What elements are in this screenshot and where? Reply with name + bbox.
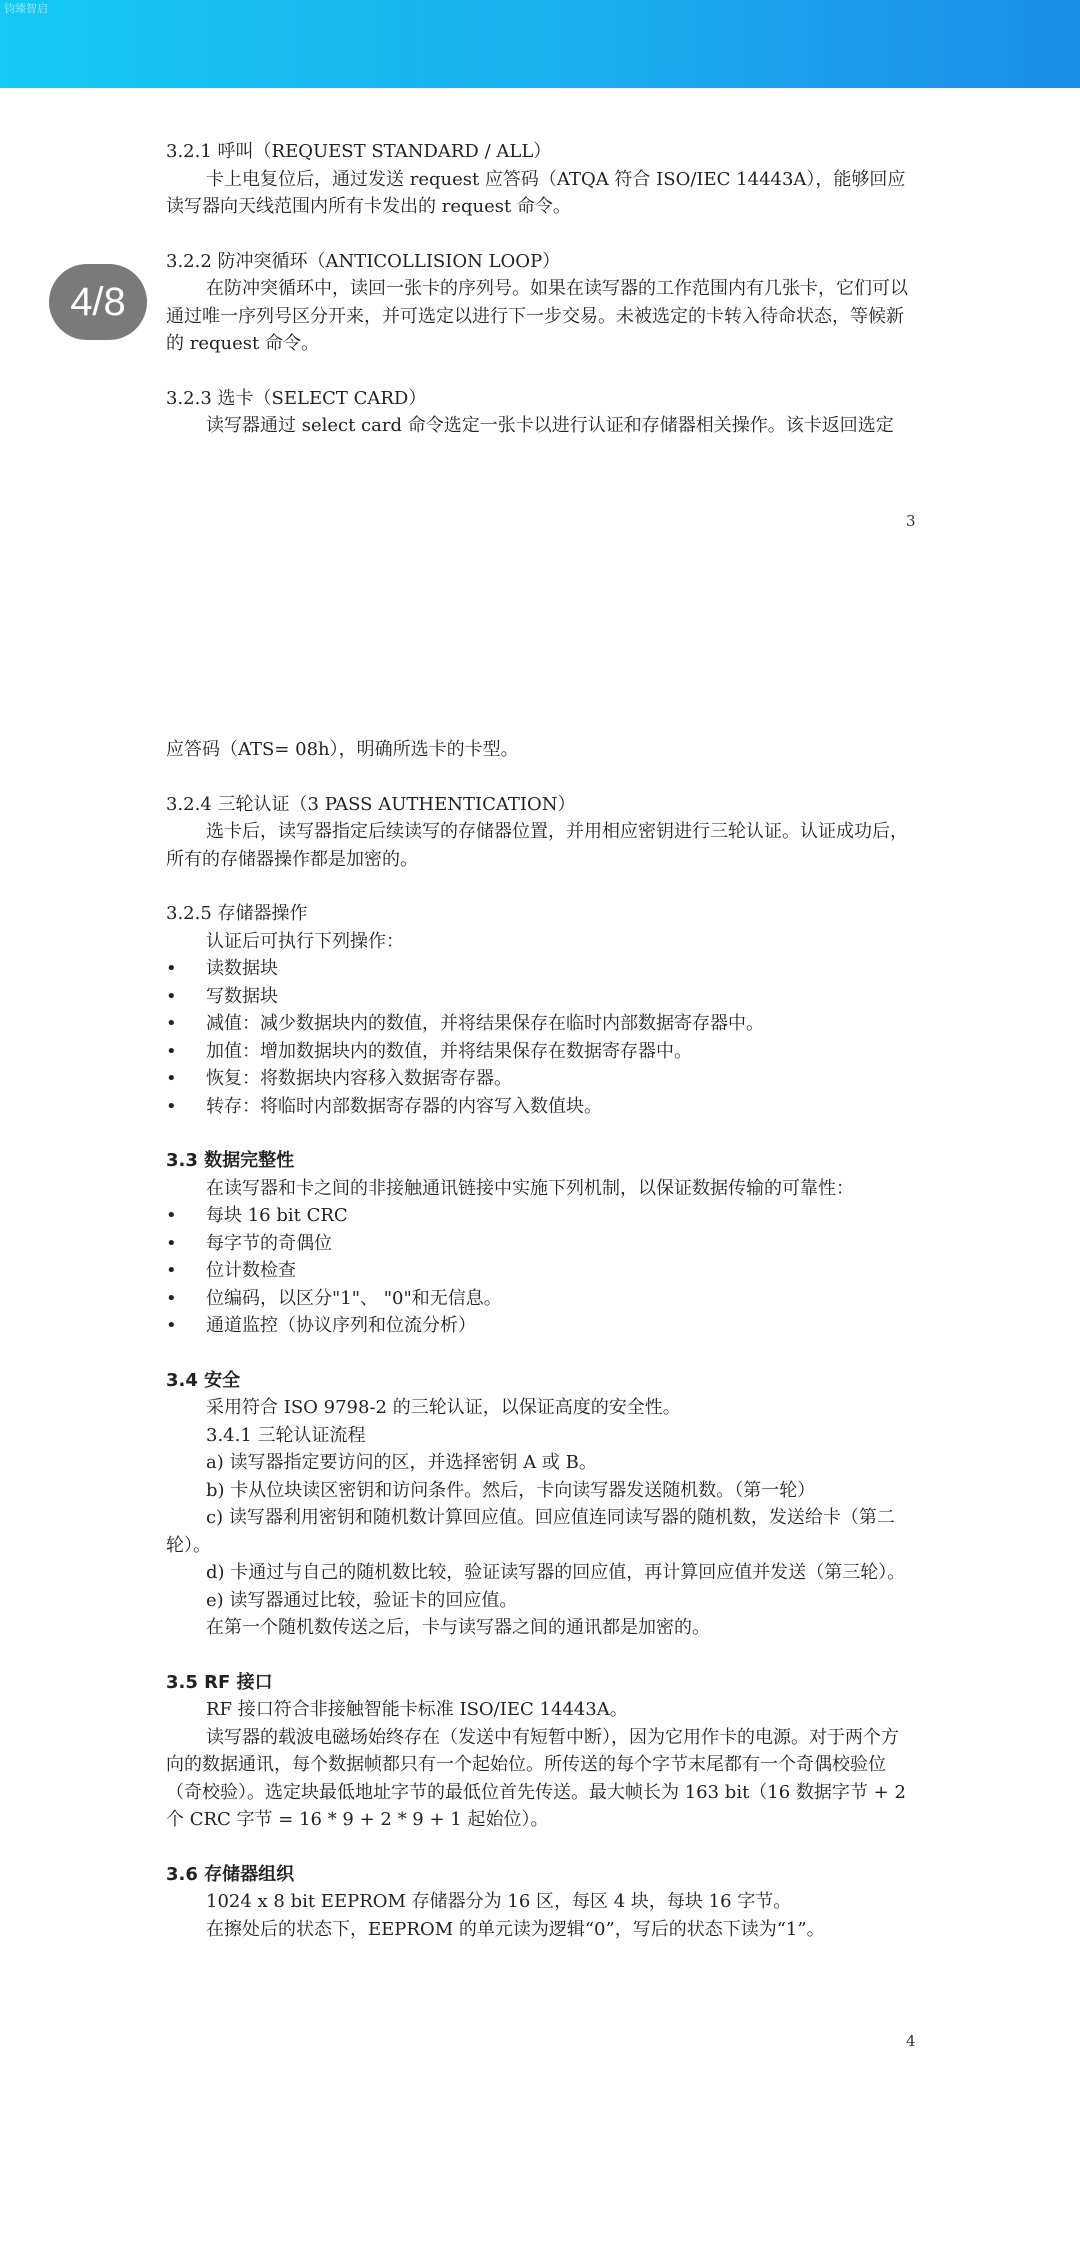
section-3-6-p1: 1024 x 8 bit EEPROM 存储器分为 16 区，每区 4 块，每块 16 字节。	[206, 1891, 792, 1912]
section-3-4-intro: 采用符合 ISO 9798-2 的三轮认证，以保证高度的安全性。	[206, 1397, 681, 1418]
section-3-4-title: 3.4 安全	[166, 1369, 241, 1391]
select-card-continuation: 应答码（ATS= 08h），明确所选卡的卡型。	[166, 739, 519, 760]
section-3-2-4-title: 3.2.4 三轮认证（3 PASS AUTHENTICATION）	[166, 793, 576, 815]
banner-tiny-text: 钧臻智启	[4, 2, 48, 15]
auth-step-b: b) 卡从位块读区密钥和访问条件。然后，卡向读写器发送随机数。（第一轮）	[206, 1479, 816, 1501]
section-3-2-1-body: 卡上电复位后，通过发送 request 应答码（ATQA 符合 ISO/IEC 14443A），能够回应读写器向天线范围内所有卡发出的 request 命令。	[166, 168, 906, 217]
section-3-5-p2: 读写器的载波电磁场始终存在（发送中有短暂中断），因为它用作卡的电源。对于两个方向的数据通讯，每个数据帧都只有一个起始位。所传送的每个字节末尾都有一个奇偶校验位（奇校验）。选定块最低地址字节的最低位首先传送。最大帧长为 163 bit（16 数据字节 + 2 个 CRC 字节 = 16 * 9 + 2 * 9 + 1 起始位）。	[166, 1726, 906, 1830]
page-indicator-badge: 4/8	[49, 264, 147, 340]
section-3-2-2-body: 在防冲突循环中，读回一张卡的序列号。如果在读写器的工作范围内有几张卡，它们可以通过唯一序列号区分开来，并可选定以进行下一步交易。未被选定的卡转入待命状态，等候新的 request 命令。	[166, 278, 908, 354]
section-3-3-intro: 在读写器和卡之间的非接触通讯链接中实施下列机制，以保证数据传输的可靠性：	[206, 1177, 854, 1199]
section-3-2-3-title: 3.2.3 选卡（SELECT CARD）	[166, 387, 427, 409]
data-integrity-list	[166, 1202, 916, 1340]
page-4-content	[166, 736, 916, 1943]
section-3-3-title: 3.3 数据完整性	[166, 1150, 295, 1171]
section-3-5-p1: RF 接口符合非接触智能卡标准 ISO/IEC 14443A。	[206, 1699, 628, 1720]
section-3-2-2-title: 3.2.2 防冲突循环（ANTICOLLISION LOOP）	[166, 250, 561, 272]
list-item: • 位计数检查	[166, 1257, 916, 1285]
list-item: • 转存：将临时内部数据寄存器的内容写入数值块。	[166, 1093, 916, 1121]
section-3-6-p2: 在擦处后的状态下，EEPROM 的单元读为逻辑“0”，写后的状态下读为“1”。	[206, 1918, 825, 1940]
page-number-3: 3	[906, 512, 916, 530]
section-3-4-1-title: 3.4.1 三轮认证流程	[206, 1424, 366, 1446]
section-3-6-title: 3.6 存储器组织	[166, 1863, 295, 1885]
section-3-2-5-intro: 认证后可执行下列操作：	[206, 930, 404, 952]
auth-conclusion: 在第一个随机数传送之后，卡与读写器之间的通讯都是加密的。	[206, 1617, 710, 1638]
section-3-2-5-title: 3.2.5 存储器操作	[166, 903, 308, 924]
list-item: • 减值：减少数据块内的数值，并将结果保存在临时内部数据寄存器中。	[166, 1010, 916, 1038]
section-3-2-4-body: 选卡后，读写器指定后续读写的存储器位置，并用相应密钥进行三轮认证。认证成功后，所有的存储器操作都是加密的。	[166, 821, 908, 870]
list-item: • 读数据块	[166, 955, 916, 983]
list-item: • 每块 16 bit CRC	[166, 1202, 916, 1230]
section-3-2-1-title: 3.2.1 呼叫（REQUEST STANDARD / ALL）	[166, 141, 552, 162]
list-item: • 通道监控（协议序列和位流分析）	[166, 1312, 916, 1340]
top-banner	[0, 0, 1080, 88]
page-number-4: 4	[906, 2032, 916, 2050]
page-3-content	[166, 138, 916, 440]
list-item: • 写数据块	[166, 983, 916, 1011]
section-3-2-3-body: 读写器通过 select card 命令选定一张卡以进行认证和存储器相关操作。该卡返回选定	[206, 415, 894, 436]
auth-step-d: d) 卡通过与自己的随机数比较，验证读写器的回应值，再计算回应值并发送（第三轮）。	[206, 1562, 906, 1583]
list-item: • 恢复：将数据块内容移入数据寄存器。	[166, 1065, 916, 1093]
list-item: • 加值：增加数据块内的数值，并将结果保存在数据寄存器中。	[166, 1038, 916, 1066]
list-item: • 每字节的奇偶位	[166, 1230, 916, 1258]
auth-step-e: e) 读写器通过比较，验证卡的回应值。	[206, 1589, 518, 1611]
memory-operations-list	[166, 955, 916, 1120]
auth-step-c: c) 读写器利用密钥和随机数计算回应值。回应值连同读写器的随机数，发送给卡（第二轮）。	[166, 1507, 895, 1556]
section-3-5-title: 3.5 RF 接口	[166, 1671, 273, 1693]
list-item: • 位编码，以区分"1"、 "0"和无信息。	[166, 1285, 916, 1313]
auth-step-a: a) 读写器指定要访问的区，并选择密钥 A 或 B。	[206, 1452, 597, 1473]
